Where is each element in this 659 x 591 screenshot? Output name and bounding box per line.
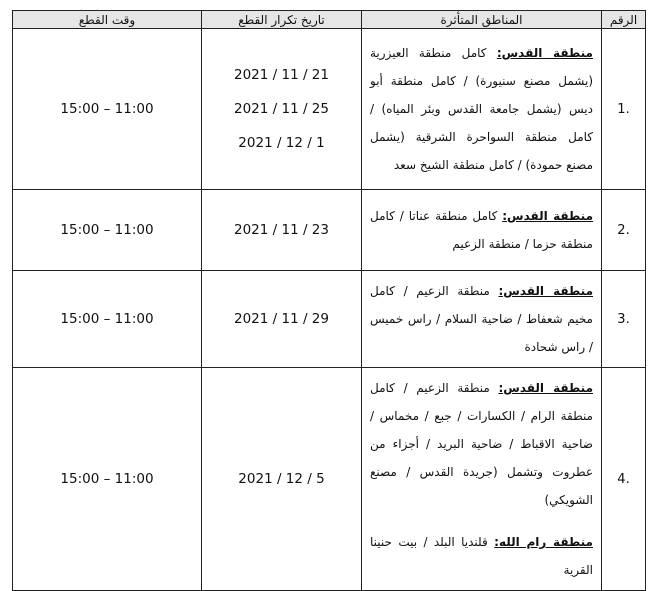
- cut-time: [13, 368, 202, 591]
- areas-text: قلنديا البلد / بيت حنينا القرية: [370, 535, 593, 577]
- areas-paragraph: [370, 528, 593, 584]
- areas-text: منطقة الزعيم / كامل منطقة الرام / الكسارات / جبع / مخماس / ضاحية الاقباط / ضاحية البريد / أجزاء من عطروت وتشمل (جريدة القدس / مصنع الشويكي): [370, 381, 593, 507]
- cut-date: 2021 / 11 / 29: [234, 311, 329, 327]
- row-number: .3: [602, 271, 646, 368]
- cut-date: 2021 / 12 / 1: [238, 135, 325, 151]
- row-number: .2: [602, 190, 646, 271]
- affected-areas-cell: [362, 368, 602, 591]
- cut-time: [13, 29, 202, 190]
- city-label: منطقة القدس:: [496, 46, 593, 60]
- table-row: [13, 190, 646, 271]
- header-number: الرقم: [602, 11, 646, 29]
- affected-areas-cell: [362, 29, 602, 190]
- cut-date: 2021 / 12 / 5: [238, 471, 325, 487]
- header-affected-areas: المناطق المتأثرة: [362, 11, 602, 29]
- areas-text: منطقة الزعيم / كامل مخيم شعفاط / ضاحية السلام / راس خميس / راس شحادة: [370, 284, 593, 354]
- table-row: [13, 368, 646, 591]
- city-label: منطقة القدس:: [498, 284, 593, 298]
- table-header-row: [13, 11, 646, 29]
- city-label: منطقة القدس:: [502, 209, 594, 223]
- areas-text: كامل منطقة عناتا / كامل منطقة حزما / منطقة الزعيم: [370, 209, 593, 251]
- city-label: منطقة القدس:: [498, 381, 593, 395]
- header-cut-time: وقت القطع: [13, 11, 202, 29]
- table-row: [13, 271, 646, 368]
- row-number: .4: [602, 368, 646, 591]
- areas-paragraph: [370, 374, 593, 514]
- power-cut-schedule-table: [12, 10, 646, 591]
- cut-date: 2021 / 11 / 25: [234, 101, 329, 117]
- cut-time-value: 15:00 – 11:00: [60, 471, 154, 487]
- cut-time-value: 15:00 – 11:00: [60, 101, 154, 117]
- affected-areas-cell: [362, 190, 602, 271]
- cut-time: [13, 190, 202, 271]
- table-row: [13, 29, 646, 190]
- dates-cell: [202, 271, 362, 368]
- dates-cell: [202, 29, 362, 190]
- paragraph-spacer: [370, 514, 593, 528]
- cut-time: [13, 271, 202, 368]
- cut-time-value: 15:00 – 11:00: [60, 222, 154, 238]
- cut-date: 2021 / 11 / 21: [234, 67, 329, 83]
- dates-cell: [202, 190, 362, 271]
- dates-cell: [202, 368, 362, 591]
- affected-areas-cell: [362, 271, 602, 368]
- cut-date: 2021 / 11 / 23: [234, 222, 329, 238]
- header-cut-dates: تاريخ تكرار القطع: [202, 11, 362, 29]
- cut-time-value: 15:00 – 11:00: [60, 311, 154, 327]
- city-label: منطقة رام الله:: [494, 535, 593, 549]
- row-number: .1: [602, 29, 646, 190]
- areas-text: كامل منطقة العيزرية (يشمل مصنع سنيورة) / كامل منطقة أبو ديس (يشمل جامعة القدس وبئر المياه) / كامل منطقة السواحرة الشرقية (يشمل مصنع حمودة) / كامل منطقة الشيخ سعد: [370, 46, 593, 172]
